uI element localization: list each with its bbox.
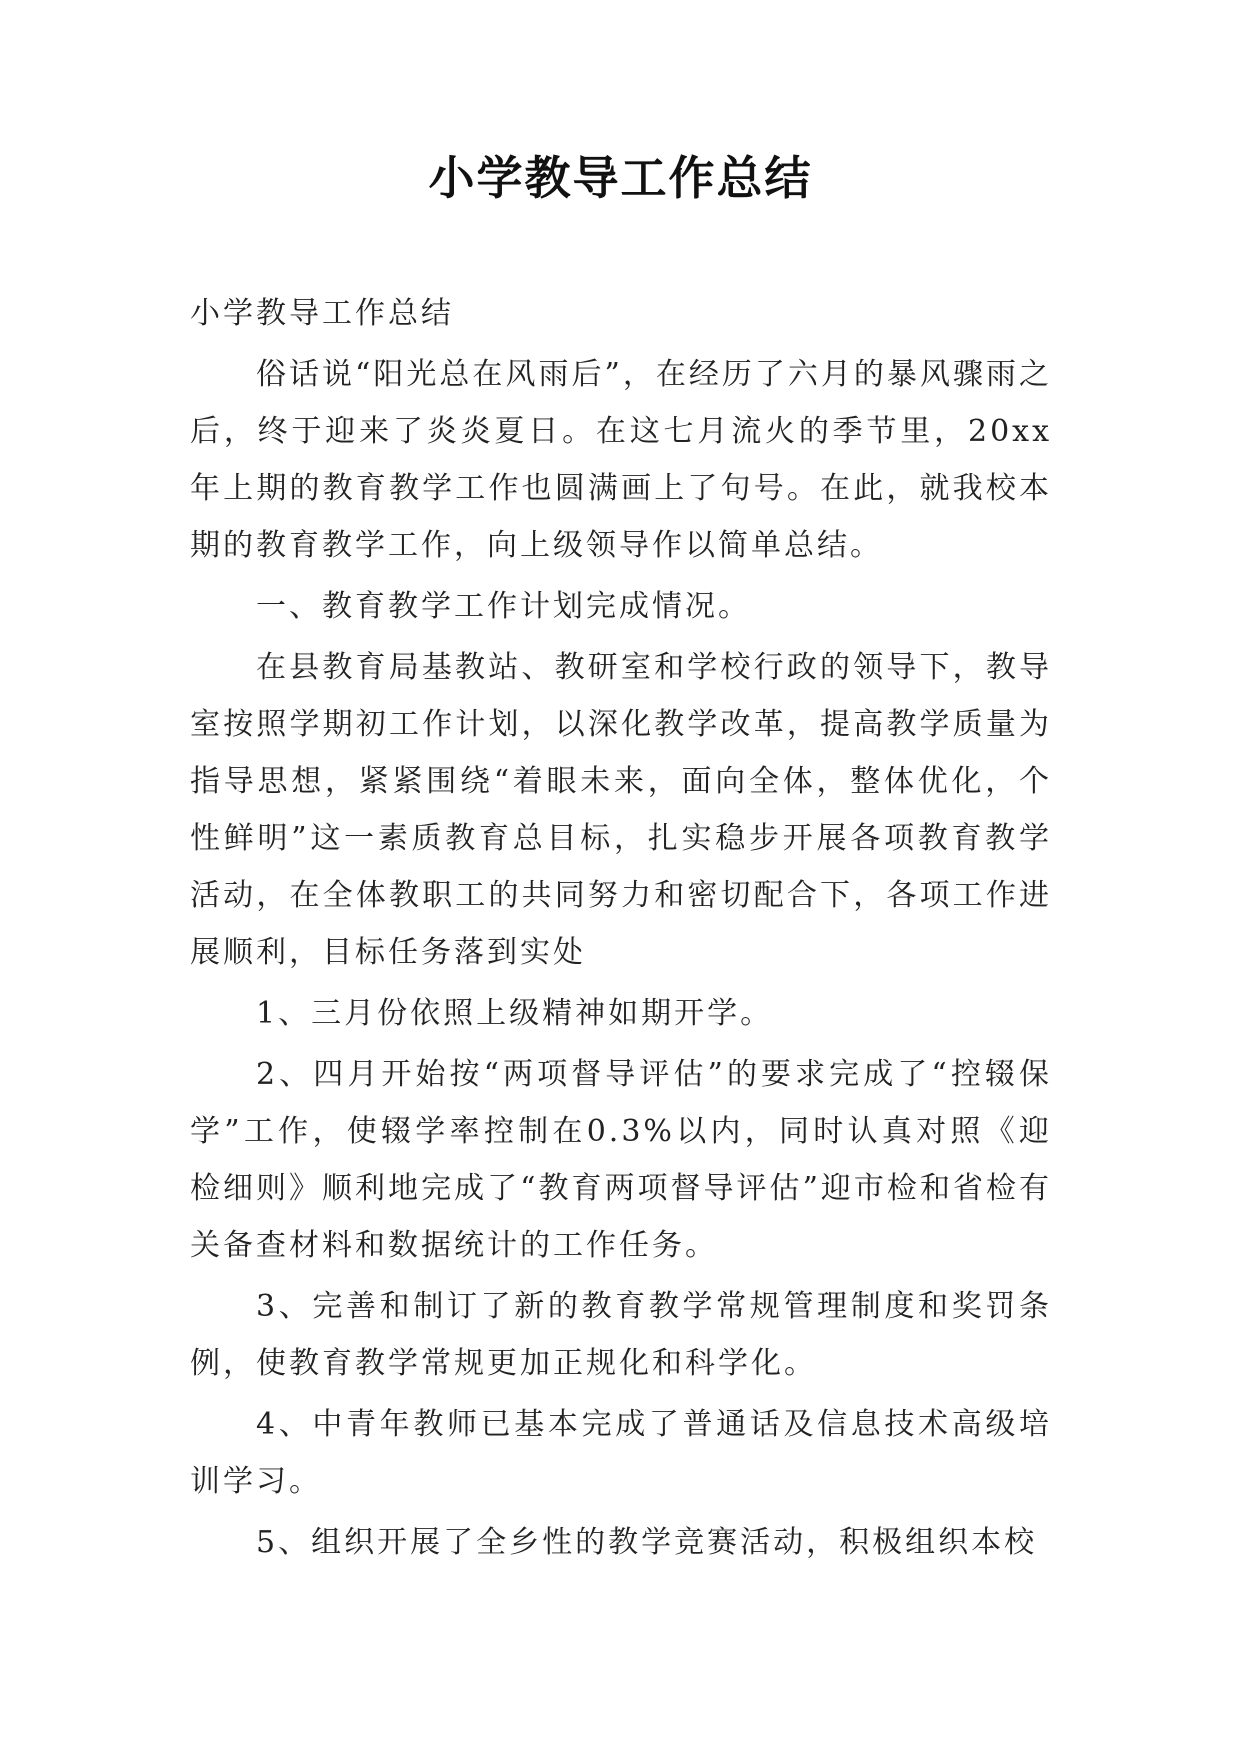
paragraph: 在县教育局基教站、教研室和学校行政的领导下，教导室按照学期初工作计划，以深化教学改革，提高教学质量为指导思想，紧紧围绕“着眼未来，面向全体，整体优化，个性鲜明”这一素质教育总目标，扎实稳步开展各项教育教学活动，在全体教职工的共同努力和密切配合下，各项工作进展顺利，目标任务落到实处 [190, 650, 1052, 970]
document-title: 小学教导工作总结 [428, 151, 813, 205]
document-body [190, 285, 1052, 1575]
list-item: 5、组织开展了全乡性的教学竞赛活动，积极组织本校 [256, 1525, 1038, 1560]
list-item: 2、四月开始按“两项督导评估”的要求完成了“控辍保学”工作，使辍学率控制在0.3%以内，同时认真对照《迎检细则》顺利地完成了“教育两项督导评估”迎市检和省检有关备查材料和数据统计的工作任务。 [190, 1057, 1052, 1263]
section-heading: 一、教育教学工作计划完成情况。 [256, 589, 751, 624]
list-item: 1、三月份依照上级精神如期开学。 [256, 996, 774, 1031]
list-item: 4、中青年教师已基本完成了普通话及信息技术高级培训学习。 [190, 1407, 1052, 1499]
list-item: 3、完善和制订了新的教育教学常规管理制度和奖罚条例，使教育教学常规更加正规化和科学化。 [190, 1289, 1052, 1381]
paragraph-subtitle: 小学教导工作总结 [190, 296, 454, 331]
paragraph: 俗话说“阳光总在风雨后”，在经历了六月的暴风骤雨之后，终于迎来了炎炎夏日。在这七月流火的季节里，20xx年上期的教育教学工作也圆满画上了句号。在此，就我校本期的教育教学工作，向上级领导作以简单总结。 [190, 357, 1052, 563]
